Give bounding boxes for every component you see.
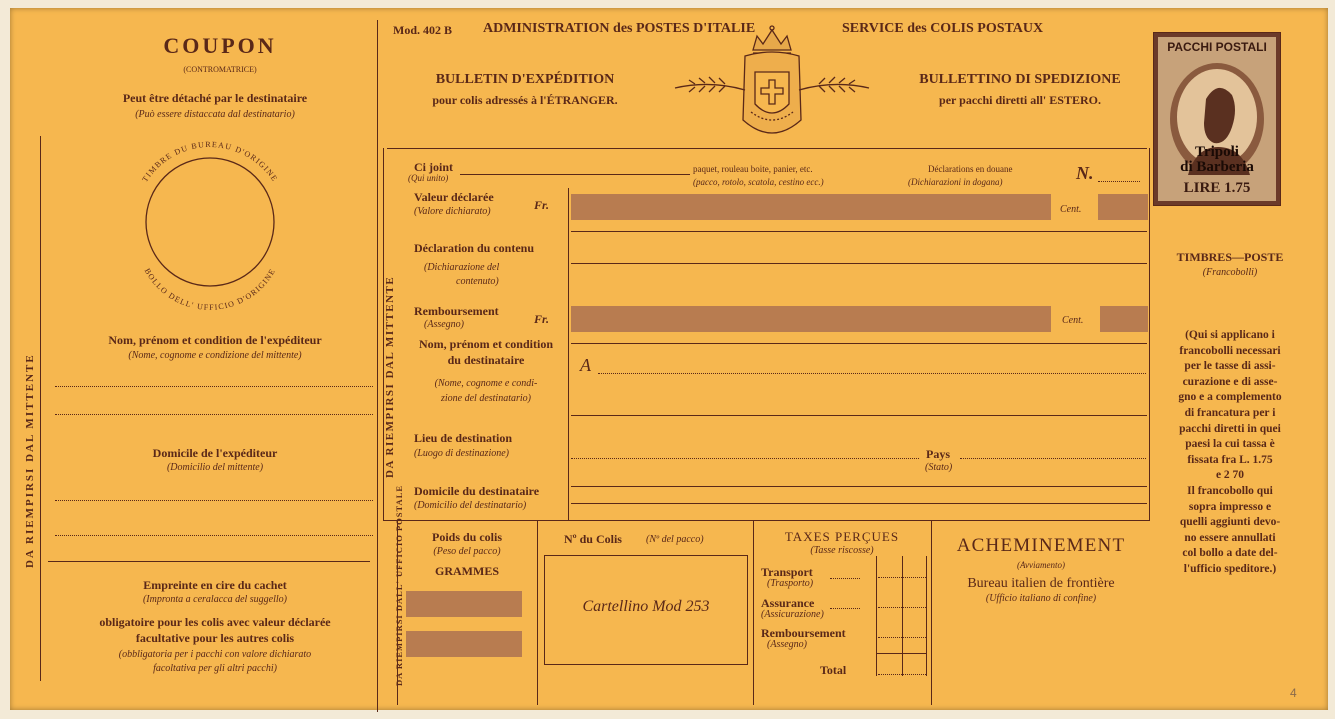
remboursement-cent-field[interactable] (1100, 306, 1148, 332)
stamps-note-line: di francatura per i (1184, 406, 1276, 419)
pencil-mark: 4 (1290, 686, 1297, 700)
form-right-rule (1149, 148, 1150, 520)
lieu-field[interactable] (571, 458, 919, 459)
achem-label: ACHEMINEMENT (956, 535, 1126, 556)
n-field[interactable] (1098, 181, 1140, 182)
poids-it: (Peso del pacco) (433, 546, 501, 557)
stamp-text-top: TIMBRE DU BUREAU D'ORIGINE (140, 139, 280, 184)
nom-it-2: zione del destinatario) (441, 393, 531, 404)
oblig-it-1: (obbligatoria per i pacchi con valore dichiarato (118, 649, 312, 660)
stamps-note-line: quelli aggiunti devo- (1179, 516, 1281, 529)
valeur-it: (Valore dichiarato) (414, 206, 491, 217)
domicile-label: Domicile du destinataire (414, 484, 540, 498)
nom-label-1: Nom, prénom et condition (419, 337, 553, 351)
assurance-field[interactable] (878, 607, 926, 608)
remboursement-francs-field[interactable] (571, 306, 1051, 332)
taxes-it: (Tasse riscosse) (810, 545, 874, 556)
stamps-note-line: fissata fra L. 1.75 (1187, 453, 1273, 466)
paquet-label: paquet, rouleau boite, panier, etc. (693, 164, 813, 174)
coupon-separator (377, 20, 378, 712)
oblig-it-2: facoltativa per gli altri pacchi) (153, 663, 277, 674)
coupon-detach-it: (Può essere distaccata dal destinatario) (135, 109, 295, 120)
valeur-francs-field[interactable] (571, 194, 1051, 220)
coupon-divider (48, 561, 370, 562)
taxes-label: TAXES PERÇUES (784, 529, 900, 544)
taxes-col-rule-3 (926, 556, 927, 676)
mod-number: Mod. 402 B (393, 23, 453, 37)
stamps-note-line: Il francobollo qui (1187, 484, 1273, 497)
stamps-note-line: e 2 70 (1215, 469, 1245, 482)
valeur-cent: Cent. (1060, 204, 1082, 215)
stamp-value: LIRE 1.75 (1183, 180, 1251, 196)
remboursement-fr: Fr. (534, 312, 550, 326)
stamps-note-text (1154, 328, 1306, 578)
stamps-note-line: (Qui si applicano i (1185, 329, 1275, 341)
coupon-domicile-it: (Domicilio del mittente) (166, 462, 264, 473)
sender-dotted-line (55, 386, 373, 387)
bottom-divider-2 (753, 520, 754, 705)
timbres-title: TIMBRES—POSTE (1176, 250, 1284, 264)
coupon-side-label: DA RIEMPIRSI DAL MITTENTE (24, 353, 36, 568)
ci-joint-line (460, 174, 690, 175)
remboursement-cent: Cent. (1062, 315, 1084, 326)
nom-line-3[interactable] (571, 415, 1147, 416)
bulletin-it-sub: per pacchi diretti all' ESTERO. (939, 93, 1101, 107)
cartellino-box[interactable] (544, 555, 748, 665)
printed-postage-stamp (1153, 32, 1281, 206)
taxes-col-rule-2 (902, 556, 903, 676)
coupon-sender-it: (Nome, cognome e condizione del mittente) (128, 350, 302, 361)
bureau-it: (Ufficio italiano di confine) (985, 593, 1097, 604)
poids-field-1[interactable] (406, 591, 522, 617)
valeur-cent-field[interactable] (1098, 194, 1148, 220)
transport-field[interactable] (878, 577, 926, 578)
domicile-line-2[interactable] (571, 503, 1147, 504)
bureau-label: Bureau italien de frontière (967, 576, 1115, 591)
domicile-dotted-line (55, 535, 373, 536)
stamps-note-line: l'ufficio speditore.) (1183, 562, 1277, 575)
oblig-fr-2: facultative pour les autres colis (135, 631, 295, 645)
service-title: SERVICE des COLIS POSTAUX (842, 21, 1044, 36)
n-label: N. (1076, 163, 1094, 183)
domicile-line[interactable] (571, 486, 1147, 487)
oblig-fr-1: obligatoire pour les colis avec valeur déclarée (99, 615, 331, 629)
assurance-label: Assurance (761, 596, 815, 610)
poids-label: Poids du colis (431, 530, 503, 544)
contenu-line-1[interactable] (571, 231, 1147, 232)
svg-text:BOLLO DELL' UFFICIO D'ORIGINE (143, 267, 278, 312)
bulletin-fr: BULLETIN D'EXPÉDITION (435, 72, 615, 87)
overprint-line-1: Tripoli (1195, 144, 1239, 160)
declarations-it: (Dichiarazioni in dogana) (908, 177, 1003, 187)
savoy-coat-of-arms-icon (665, 20, 880, 142)
sender-dotted-line (55, 414, 373, 415)
stamps-note-line: paesi la cui tassa è (1185, 438, 1275, 451)
nom-line-2[interactable] (598, 373, 1146, 374)
stamps-note-line: col bollo a date del- (1182, 547, 1278, 560)
assurance-it: (Assicurazione) (761, 609, 824, 620)
declarations-label: Déclarations en douane (928, 164, 1013, 174)
coupon-title: COUPON (163, 33, 277, 58)
pays-label: Pays (926, 447, 950, 461)
svg-text:TIMBRE DU BUREAU D'ORIGINE (140, 140, 279, 184)
admin-title: ADMINISTRATION des POSTES D'ITALIE (483, 21, 756, 36)
poids-field-2[interactable] (406, 631, 522, 657)
stamps-note-line: francobolli necessari (1179, 344, 1281, 357)
stamps-note-line: no essere annullati (1184, 531, 1276, 544)
contenu-label: Déclaration du contenu (414, 241, 534, 255)
bottom-side-label: DA RIEMPIRSI DALL' UFFICIO POSTALE (394, 484, 404, 686)
total-field[interactable] (878, 674, 926, 675)
origin-office-stamp-circle (115, 136, 315, 316)
transport-leader (830, 578, 860, 579)
remboursement-it: (Assegno) (424, 319, 464, 330)
achem-it: (Avviamento) (1017, 560, 1065, 570)
nom-label-2: du destinataire (447, 353, 525, 367)
parcel-post-card (10, 8, 1328, 710)
stamp-text-bottom: BOLLO DELL' UFFICIO D'ORIGINE (142, 266, 278, 312)
labels-brace (568, 188, 569, 520)
lieu-it: (Luogo di destinazione) (414, 448, 509, 459)
seal-it: (Impronta a ceralacca del suggello) (142, 594, 288, 605)
coupon-detach-fr: Peut être détaché par le destinataire (122, 91, 308, 105)
transport-it: (Trasporto) (767, 578, 814, 589)
no-colis-it: (Nº del pacco) (646, 534, 704, 545)
ci-joint-it: (Qui unito) (408, 173, 449, 183)
overprint-line-2: di Barberia (1180, 159, 1254, 175)
nom-it-1: (Nome, cognome e condi- (434, 378, 538, 389)
contenu-it-2: contenuto) (456, 276, 499, 287)
remb-field[interactable] (878, 637, 926, 638)
coupon-sender-fr: Nom, prénom et condition de l'expéditeur (108, 333, 322, 347)
stamps-note-line: pacchi diretti in quei (1179, 422, 1281, 435)
bulletin-it: BULLETTINO DI SPEDIZIONE (919, 72, 1121, 87)
stamps-note-line: curazione e di asse- (1182, 375, 1278, 388)
valeur-fr: Fr. (534, 198, 550, 212)
form-side-label: DA RIEMPIRSI DAL MITTENTE (384, 275, 396, 478)
pays-it: (Stato) (925, 462, 953, 473)
bottom-divider-1 (537, 520, 538, 705)
lieu-label: Lieu de destination (414, 431, 513, 445)
timbres-title-it: (Francobolli) (1202, 267, 1258, 278)
total-label: Total (820, 663, 847, 677)
pays-field[interactable] (960, 458, 1146, 459)
stamp-top-text: PACCHI POSTALI (1167, 40, 1267, 54)
remb-label: Remboursement (761, 626, 846, 640)
stamps-note-line: per le tasse di assi- (1184, 360, 1276, 373)
no-colis-label: Nº du Colis (564, 532, 622, 546)
remboursement-label: Remboursement (414, 304, 499, 318)
nom-line-1[interactable] (571, 343, 1147, 344)
domicile-it: (Domicilio del destinatario) (414, 500, 527, 511)
taxes-col-rule-1 (876, 556, 877, 676)
paquet-it: (pacco, rotolo, scatola, cestino ecc.) (693, 177, 824, 187)
a-label: A (580, 355, 591, 375)
bulletin-fr-sub: pour colis adressés à l'ÉTRANGER. (432, 93, 618, 107)
transport-label: Transport (761, 565, 813, 579)
remb-it: (Assegno) (767, 639, 807, 650)
contenu-line-2[interactable] (571, 263, 1147, 264)
coupon-side-rule (40, 136, 41, 681)
form-bottom-rule (383, 520, 1150, 521)
cartellino-text: Cartellino Mod 253 (582, 598, 710, 615)
assurance-leader (830, 608, 860, 609)
domicile-dotted-line (55, 500, 373, 501)
ci-joint-label: Ci joint (414, 160, 453, 174)
stamps-note-line: sopra impresso e (1188, 500, 1272, 513)
grammes-label: GRAMMES (435, 564, 499, 578)
total-rule (876, 653, 926, 654)
form-top-rule (387, 148, 1147, 149)
stamps-note-line: gno e a complemento (1178, 391, 1282, 404)
coupon-domicile-fr: Domicile de l'expéditeur (152, 446, 278, 460)
contenu-it-1: (Dichiarazione del (424, 262, 500, 273)
coupon-subtitle: (CONTROMATRICE) (183, 65, 257, 74)
seal-fr: Empreinte en cire du cachet (143, 578, 287, 592)
valeur-label: Valeur déclarée (414, 190, 494, 204)
